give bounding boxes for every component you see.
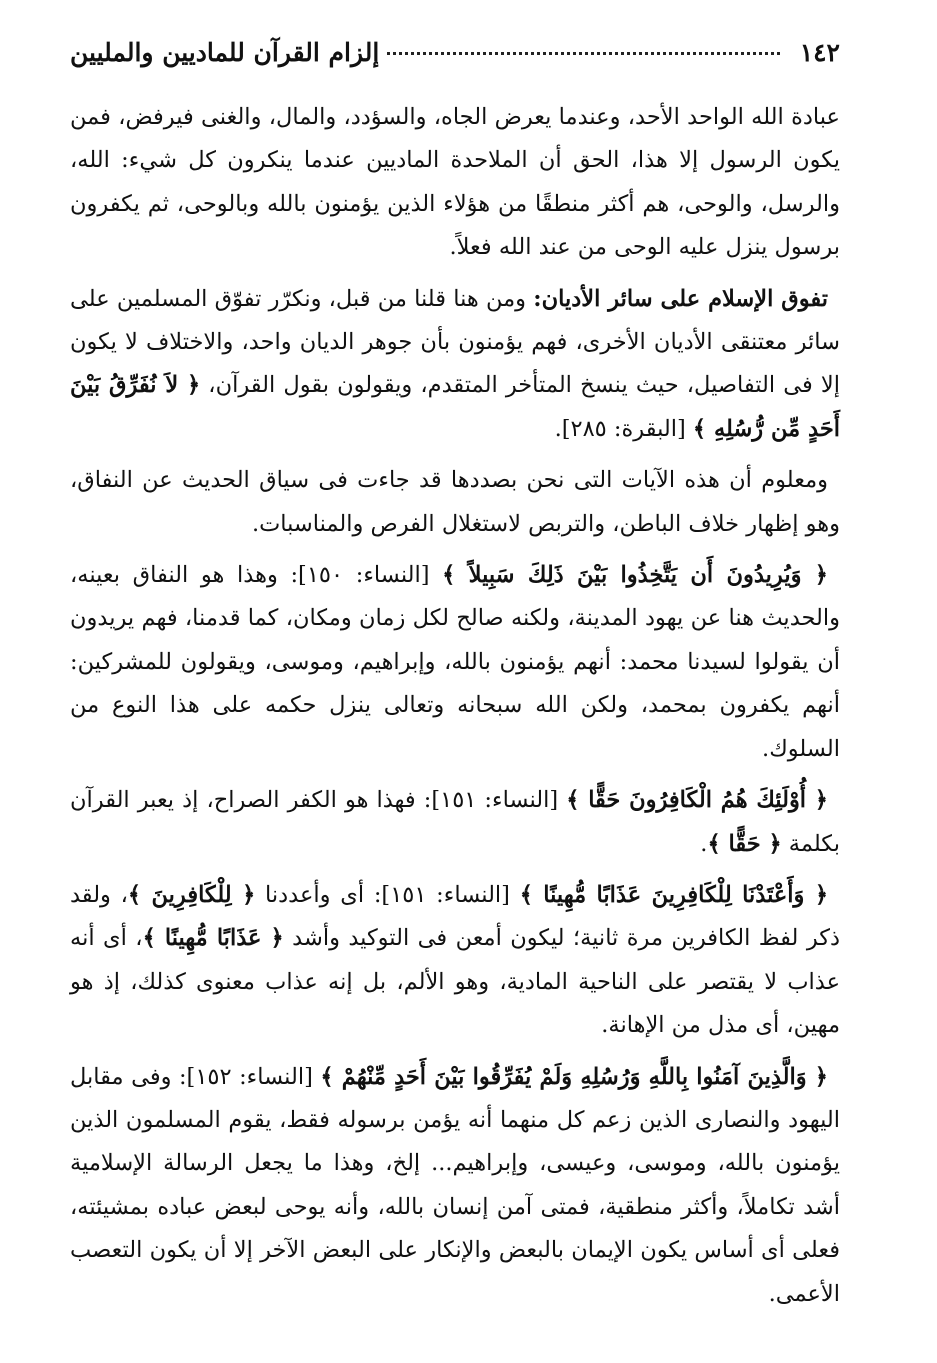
- paragraph-text: [النساء: ١٥٢]: وفى مقابل اليهود والنصارى الذين زعم كل منهما أنه يؤمن برسوله فقط، يقوم المسلمون الذين يؤمنون بالله، وموسى، وعيسى، وإبراهيم... إلخ، وهذا ما يجعل الرسالة الإسلامية أشد تكاملاً، وأكثر منطقية، فمتى آمن إنسان بالله، وأنه يوحى لبعض عباده بمشيئته، فعلى أى أساس يكون الإيمان بالبعض والإنكار على البعض الآخر إلا أن يكون التعصب الأعمى.: [70, 1063, 840, 1307]
- page-number: ١٤٢: [799, 38, 840, 67]
- paragraph-3: [70, 459, 840, 546]
- verse-reference: [البقرة: ٢٨٥].: [554, 415, 693, 442]
- running-header: [70, 38, 840, 82]
- paragraph-text: [النساء: ١٥١]: أى وأعددنا: [255, 881, 520, 908]
- quran-verse: ﴿ وَالَّذِينَ آمَنُوا بِاللَّهِ وَرُسُلِهِ وَلَمْ يُفَرِّقُوا بَيْنَ أَحَدٍ مِّنْهُمْ ﴾: [320, 1063, 828, 1090]
- quran-verse: ﴿ وَيُرِيدُونَ أَن يَتَّخِذُوا بَيْنَ ذَلِكَ سَبِيلاً ﴾: [442, 562, 828, 589]
- quran-verse: ﴿ وَأَعْتَدْنَا لِلْكَافِرِينَ عَذَابًا مُّهِينًا ﴾: [519, 881, 828, 908]
- paragraph-1: [70, 96, 840, 270]
- paragraph-7: [70, 1056, 840, 1316]
- paragraph-5: [70, 779, 840, 866]
- paragraph-text: [النساء: ١٥١]: فهذا هو الكفر الصراح، إذ يعبر القرآن بكلمة: [70, 787, 840, 857]
- paragraph-2: [70, 278, 840, 452]
- paragraph-text: ، أى أنه عذاب لا يقتصر على الناحية المادية، وهو الألم، بل إنه عذاب معنوى كذلك، إذ هو مهين، أى مذل من الإهانة.: [70, 925, 840, 1039]
- page-body: [70, 96, 840, 1316]
- quran-verse: ﴿ لاَ نُفَرِّقُ بَيْنَ أَحَدٍ مِّن رُّسُلِهِ ﴾: [70, 372, 840, 442]
- leader-dots: [387, 52, 779, 55]
- paragraph-6: [70, 874, 840, 1048]
- paragraph-4: [70, 554, 840, 771]
- paragraph-text: ، ولقد ذكر لفظ الكافرين مرة ثانية؛ ليكون أمعن فى التوكيد وأشد: [70, 881, 840, 952]
- section-heading: تفوق الإسلام على سائر الأديان:: [533, 285, 828, 312]
- book-page: [70, 38, 840, 1328]
- paragraph-text: عبادة الله الواحد الأحد، وعندما يعرض الجاه، والسؤدد، والمال، والغنى فيرفض، فمن يكون الرسول إلا هذا، الحق أن الملاحدة الماديين عندما ينكرون كل شيء: الله، والرسل، والوحى، هم أكثر منطقًا من هؤلاء الذين يؤمنون بالله وبالوحى، ثم يكفرون برسول ينزل عليه الوحى من عند الله فعلاً.: [70, 104, 840, 261]
- book-title: إلزام القرآن للماديين والمليين: [70, 38, 380, 67]
- paragraph-text: .: [700, 830, 708, 857]
- paragraph-text: ومعلوم أن هذه الآيات التى نحن بصددها قد جاءت فى سياق الحديث عن النفاق، وهو إظهار خلاف الباطن، والتربص لاستغلال الفرص والمناسبات.: [70, 467, 840, 537]
- quran-phrase: ﴿ عَذَابًا مُّهِينًا ﴾: [142, 925, 284, 952]
- quran-word: ﴿ حَقًّا ﴾: [707, 830, 782, 857]
- paragraph-text: ومن هنا قلنا من قبل، ونكرّر تفوّق المسلمين على سائر معتنقى الأديان الأخرى، فهم يؤمنون بأن جوهر الديان واحد، والاختلاف لا يكون إلا فى التفاصيل، حيث ينسخ المتأخر المتقدم، ويقولون بقول القرآن،: [70, 285, 840, 399]
- quran-word: ﴿ لِلْكَافِرِينَ ﴾: [127, 881, 256, 908]
- quran-verse: ﴿ أُوْلَئِكَ هُمُ الْكَافِرُونَ حَقًّا ﴾: [566, 787, 828, 814]
- paragraph-text: [النساء: ١٥٠]: وهذا هو النفاق بعينه، والحديث هنا عن يهود المدينة، ولكنه صالح لكل زمان ومكان، كما قدمنا، فهم يريدون أن يقولوا لسيدنا محمد: أنهم يؤمنون بالله، وإبراهيم، وموسى، ويقولون للمشركين: أنهم يكفرون بمحمد، ولكن الله سبحانه وتعالى ينزل حكمه على هذا النوع من السلوك.: [70, 562, 840, 762]
